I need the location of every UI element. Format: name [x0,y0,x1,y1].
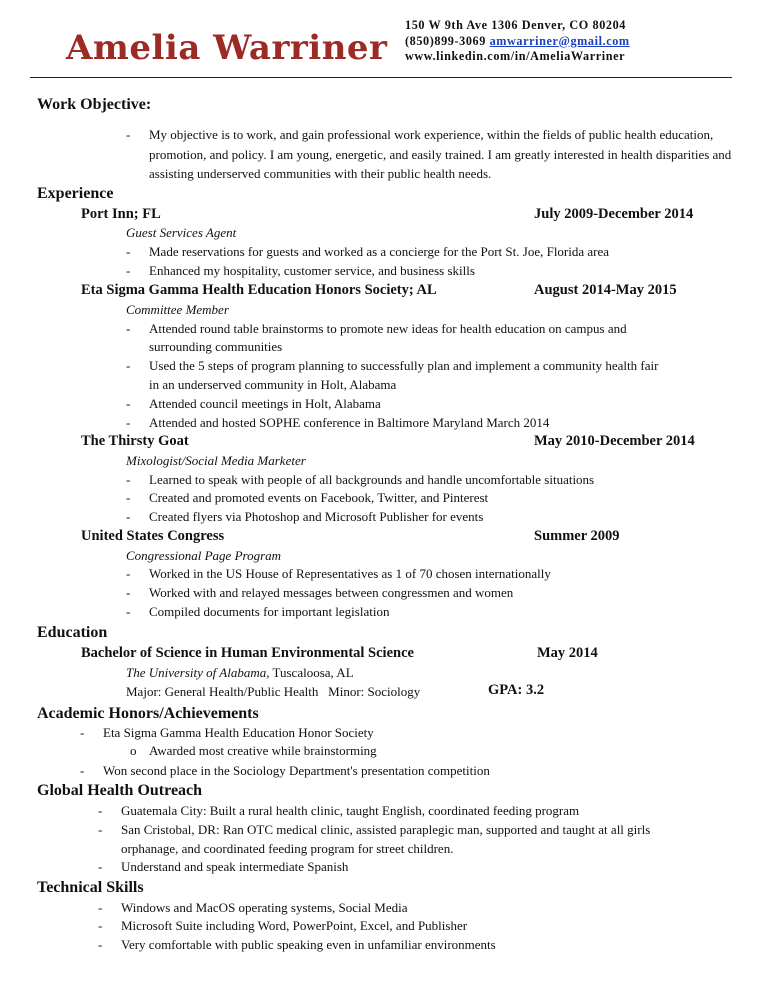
section-heading-outreach: Global Health Outreach [37,782,203,799]
gpa: GPA: 3.2 [488,682,545,698]
school-line [126,665,354,681]
outreach-item: Guatemala City: Built a rural health clinic, taught English, coordinated feeding program [121,803,580,818]
header-divider [30,77,732,78]
linkedin-link[interactable]: www.linkedin.com/in/AmeliaWarriner [405,49,626,63]
bullet-dash: - [126,490,131,505]
sub-bullet: o [130,743,137,758]
section-heading-objective: Work Objective: [37,96,152,113]
bullet-dash: - [98,803,103,818]
job-item: Compiled documents for important legislation [149,604,390,619]
honor-item: Awarded most creative while brainstorming [149,743,377,758]
job-item: Learned to speak with people of all backgrounds and handle uncomfortable situations [149,472,595,487]
job-item: Used the 5 steps of program planning to successfully plan and implement a community health fair [149,358,659,373]
job-role: Congressional Page Program [126,548,282,563]
section-heading-skills: Technical Skills [37,879,144,896]
bullet-dash: - [126,509,131,524]
bullet-dash: - [126,244,131,259]
job-org: United States Congress [81,528,225,544]
bullet-dash: - [126,127,131,142]
bullet-dash: - [98,900,103,915]
bullet-dash: - [126,396,131,411]
job-item: Made reservations for guests and worked as a concierge for the Port St. Joe, Florida area [149,244,610,259]
job-org: Eta Sigma Gamma Health Education Honors Society; AL [81,282,437,298]
bullet-dash: - [126,263,131,278]
section-heading-experience: Experience [37,185,114,202]
job-date: May 2010-December 2014 [534,433,695,449]
bullet-dash: - [98,822,103,837]
bullet-dash: - [98,859,103,874]
job-org: The Thirsty Goat [81,433,189,449]
job-item: in an underserved community in Holt, Alabama [149,377,397,392]
skill-item: Microsoft Suite including Word, PowerPoint, Excel, and Publisher [121,918,468,933]
honor-item: Won second place in the Sociology Department's presentation competition [103,763,490,778]
outreach-item: orphanage, and coordinated feeding program for street children. [121,841,454,856]
job-date: July 2009-December 2014 [534,206,694,222]
job-item: Created flyers via Photoshop and Microsoft Publisher for events [149,509,484,524]
job-role: Committee Member [126,302,229,317]
honor-item: Eta Sigma Gamma Health Education Honor Society [103,725,374,740]
phone-email-line [405,34,630,50]
address: 150 W 9th Ave 1306 Denver, CO 80204 [405,18,626,32]
job-item: surrounding communities [149,339,283,354]
bullet-dash: - [98,918,103,933]
major-minor: Major: General Health/Public Health Minor: Sociology [126,684,421,699]
outreach-item: San Cristobal, DR: Ran OTC medical clinic, assisted paraplegic man, supported and taught at all girls [121,822,651,837]
job-date: Summer 2009 [534,528,620,544]
degree: Bachelor of Science in Human Environmental Science [81,645,414,661]
bullet-dash: - [98,937,103,952]
phone: (850)899-3069 [405,33,486,48]
bullet-dash: - [126,472,131,487]
job-item: Enhanced my hospitality, customer service, and business skills [149,263,475,278]
job-role: Mixologist/Social Media Marketer [126,453,306,468]
job-item: Attended council meetings in Holt, Alabama [149,396,381,411]
job-item: Attended round table brainstorms to promote new ideas for health education on campus and [149,321,627,336]
bullet-dash: - [80,725,85,740]
job-item: Attended and hosted SOPHE conference in Baltimore Maryland March 2014 [149,415,550,430]
email-link[interactable]: amwarriner@gmail.com [489,33,630,48]
bullet-dash: - [126,604,131,619]
skill-item: Windows and MacOS operating systems, Social Media [121,900,408,915]
job-role: Guest Services Agent [126,225,237,240]
section-heading-education: Education [37,624,108,641]
bullet-dash: - [126,566,131,581]
skill-item: Very comfortable with public speaking even in unfamiliar environments [121,937,496,952]
bullet-dash: - [126,358,131,373]
objective-text: My objective is to work, and gain professional work experience, within the fields of public health education, promotion, and policy. I am young, energetic, and easily trained. I am greatly interested in health disparities and assisting underserved communities with their public health needs. [149,127,732,181]
bullet-dash: - [126,585,131,600]
candidate-name: Amelia Warriner [66,28,388,68]
bullet-dash: - [80,763,85,778]
contact-block [405,18,630,65]
job-item: Worked in the US House of Representatives as 1 of 70 chosen internationally [149,566,551,581]
section-heading-honors: Academic Honors/Achievements [37,705,259,722]
school-name: The University of Alabama [126,665,267,680]
job-org: Port Inn; FL [81,206,161,222]
bullet-dash: - [126,321,131,336]
job-item: Created and promoted events on Facebook, Twitter, and Pinterest [149,490,489,505]
degree-date: May 2014 [537,645,598,661]
job-item: Worked with and relayed messages between congressmen and women [149,585,514,600]
bullet-dash: - [126,415,131,430]
outreach-item: Understand and speak intermediate Spanish [121,859,349,874]
school-city: , Tuscaloosa, AL [266,665,354,680]
job-date: August 2014-May 2015 [534,282,677,298]
